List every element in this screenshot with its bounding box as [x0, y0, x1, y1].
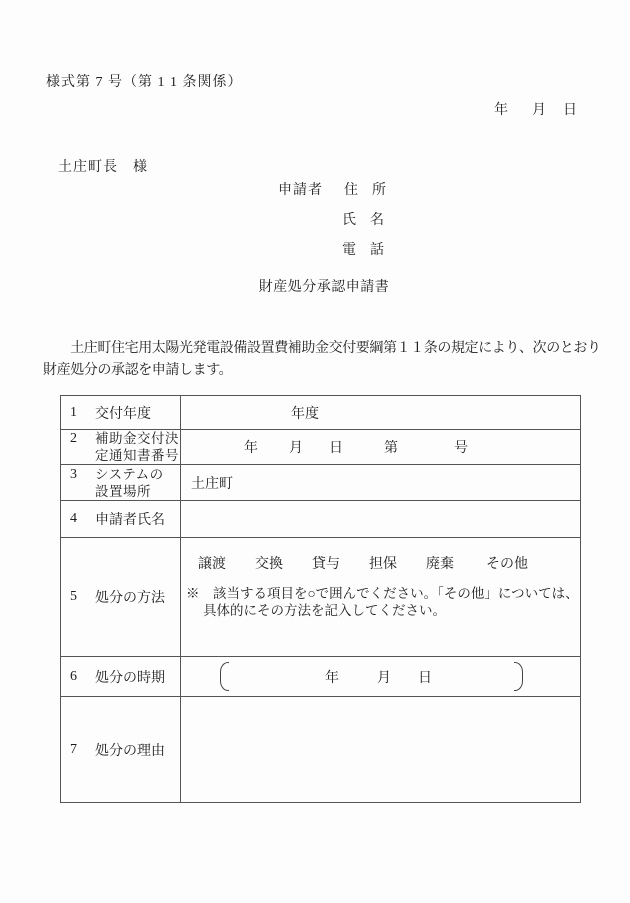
row-label-cell: [61, 501, 181, 537]
instruction-note-line2: 具体的にその方法を記入してください。: [203, 603, 446, 618]
row-label-line2: 定通知書番号: [95, 448, 179, 463]
body-paragraph-line2: 財産処分の承認を申請します。: [43, 362, 233, 378]
row-number: 4: [70, 511, 77, 526]
application-table: [60, 395, 581, 803]
row-number: 2: [70, 431, 77, 446]
row-label-line1: システムの: [95, 466, 164, 482]
applicant-address-label: 住 所: [344, 183, 386, 198]
disposal-options: [198, 553, 580, 573]
table-row-applicant-name: [61, 501, 580, 538]
row-number: 5: [70, 589, 77, 604]
form-number: 様式第 7 号（第 1 1 条関係）: [46, 75, 243, 90]
row-label: [95, 466, 164, 500]
row-number: 7: [70, 741, 77, 757]
table-row-disposal-time: [61, 657, 580, 697]
row-value-cell: [181, 538, 580, 656]
table-row-system-location: [61, 465, 580, 501]
row-label-line2: 設置場所: [95, 483, 151, 499]
row-label-cell: [61, 430, 181, 464]
applicant-name-label: 氏 名: [342, 213, 384, 228]
row-label-cell: [61, 396, 181, 429]
notice-year-label: 年: [244, 441, 258, 456]
option-exchange: 交換: [255, 557, 283, 572]
disposal-year-label: 年: [325, 670, 339, 686]
row-value-cell: [181, 430, 580, 464]
table-row-grant-notice-number: [61, 430, 580, 465]
header-date-month-label: 月: [532, 103, 546, 118]
location-value: 土庄町: [191, 476, 233, 492]
bracket-right-icon: [514, 662, 523, 691]
applicant-label: 申請者: [278, 183, 323, 198]
addressee: 土庄町長 様: [58, 160, 148, 175]
body-paragraph: [43, 338, 601, 381]
notice-no-prefix: 第: [384, 441, 398, 456]
row-label-cell: [61, 697, 181, 802]
notice-month-label: 月: [289, 441, 303, 456]
row-label-cell: [61, 465, 181, 500]
row-number: 6: [70, 668, 77, 684]
row-value-cell: [181, 465, 580, 500]
row-number: 1: [70, 404, 77, 420]
option-other: その他: [486, 557, 528, 572]
applicant-block: [278, 176, 386, 266]
row-number: 3: [70, 466, 77, 482]
row-label-cell: [61, 538, 181, 656]
option-scrap: 廃棄: [426, 557, 454, 572]
row-value-cell: [181, 501, 580, 537]
row-label: 処分の方法: [95, 591, 165, 606]
body-paragraph-line1: 土庄町住宅用太陽光発電設備設置費補助金交付要綱第１１条の規定により、次のとおり: [43, 341, 601, 356]
row-label: 申請者氏名: [95, 513, 165, 528]
document-title: 財産処分承認申請書: [258, 280, 390, 295]
table-row-disposal-reason: [61, 697, 580, 802]
row-value-cell: [181, 396, 580, 429]
header-date: [494, 99, 577, 119]
row-label-line1: 補助金交付決: [95, 431, 179, 446]
table-row-grant-year: [61, 396, 580, 430]
row-value-cell: [181, 697, 580, 802]
row-label: [95, 430, 179, 464]
row-value-cell: [181, 657, 580, 696]
notice-day-label: 日: [329, 441, 343, 456]
header-date-day-label: 日: [563, 103, 577, 118]
notice-no-suffix: 号: [454, 441, 468, 456]
header-date-year-label: 年: [494, 103, 508, 118]
disposal-day-label: 日: [418, 670, 432, 686]
fiscal-year-label: 年度: [291, 406, 319, 422]
bracket-left-icon: [220, 662, 229, 691]
table-row-disposal-method: [61, 538, 580, 657]
disposal-month-label: 月: [377, 670, 391, 686]
option-collateral: 担保: [369, 557, 397, 572]
row-label-cell: [61, 657, 181, 696]
instruction-note-line1: ※ 該当する項目を○で囲んでください。「その他」については、: [186, 586, 579, 601]
applicant-phone-label: 電 話: [342, 243, 384, 258]
row-label: 交付年度: [95, 406, 151, 422]
option-transfer: 譲渡: [198, 557, 226, 572]
row-label: 処分の理由: [95, 743, 165, 759]
row-label: 処分の時期: [95, 670, 165, 686]
option-lend: 貸与: [312, 557, 340, 572]
